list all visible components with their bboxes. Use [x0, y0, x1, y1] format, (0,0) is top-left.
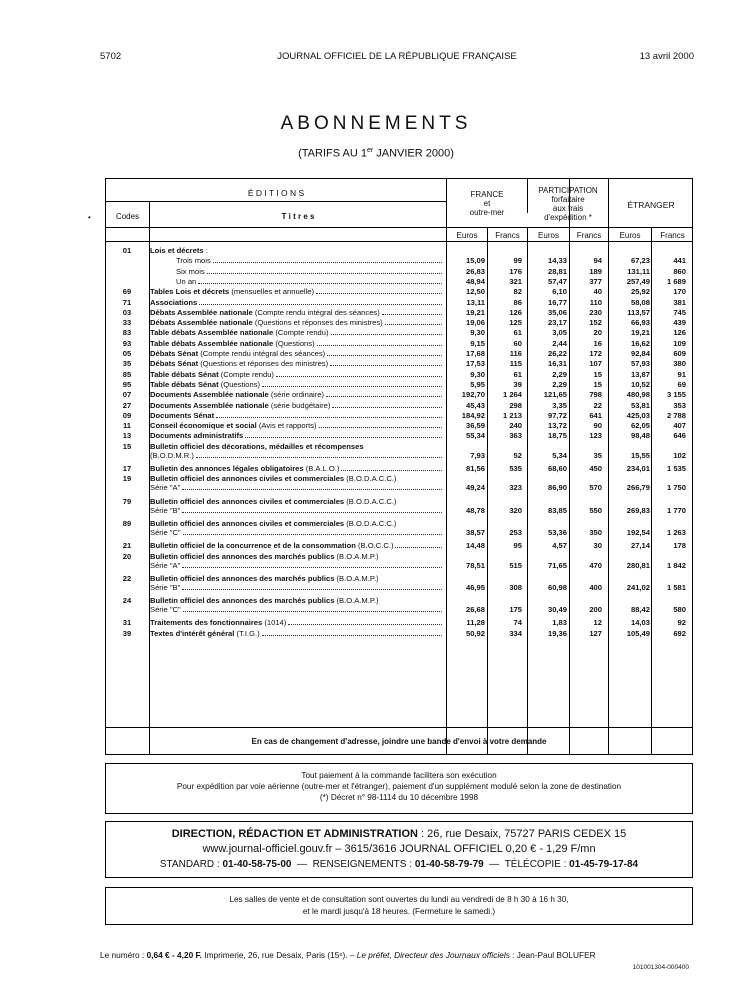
sales-line: Les salles de vente et de consultation sont ouvertes du lundi au vendredi de 8 h 30 à 16 h 30, [229, 895, 569, 904]
row-code: 83 [122, 328, 132, 338]
etranger-francs-header: Francs [660, 231, 685, 240]
row-code: 95 [122, 379, 132, 389]
row-value: 425,03 [626, 410, 650, 420]
row-value: 45,43 [465, 400, 485, 410]
row-value: 102 [673, 450, 686, 460]
row-value: 1 750 [666, 483, 686, 493]
row-title: Débats Assemblée nationale (Compte rendu intégral des séances) [150, 308, 444, 317]
row-value: 91 [677, 369, 686, 379]
row-title: Bulletin officiel des annonces des marchés publics (B.O.A.M.P.) Série "C" [150, 596, 444, 614]
row-value: 441 [673, 256, 686, 266]
row-value: 189 [589, 266, 602, 276]
row-code: 19 [122, 474, 132, 484]
payment-line: Pour expédition par voie aérienne (outre-mer et l'étranger), paiement d'un supplément modulé selon la zone de destination [176, 782, 622, 791]
row-value: 39 [513, 379, 522, 389]
row-value: 19,21 [630, 328, 650, 338]
row-value: 298 [509, 400, 522, 410]
row-value: 280,81 [626, 560, 650, 570]
row-code: 22 [122, 573, 132, 583]
row-value: 60 [513, 338, 522, 348]
row-code: 21 [122, 541, 132, 551]
row-value: 12 [593, 618, 602, 628]
row-value: 92,84 [630, 349, 650, 358]
row-value: 184,92 [461, 410, 485, 420]
row-value: 5,95 [470, 379, 485, 389]
row-code: 24 [122, 596, 132, 606]
row-value: 110 [589, 297, 602, 307]
row-value: 105,49 [626, 628, 650, 638]
row-value: 57,47 [547, 276, 567, 286]
row-value: 97,72 [547, 410, 567, 420]
row-value: 470 [589, 560, 602, 570]
row-value: 4,57 [552, 541, 567, 551]
row-code: 01 [122, 246, 132, 255]
row-value: 17,68 [465, 349, 485, 358]
row-value: 1 213 [502, 410, 522, 420]
row-title: Documents Sénat [150, 411, 444, 420]
row-title: Bulletin des annonces légales obligatoires (B.A.L.O.) [150, 464, 444, 473]
row-value: 353 [673, 400, 686, 410]
row-value: 641 [589, 410, 602, 420]
row-value: 20 [593, 328, 602, 338]
journal-title: JOURNAL OFFICIEL DE LA RÉPUBLIQUE FRANÇAISE [277, 51, 517, 62]
row-value: 61 [513, 369, 522, 379]
row-value: 48,78 [465, 505, 485, 515]
row-value: 95 [513, 541, 522, 551]
row-value: 11,28 [466, 618, 485, 628]
row-value: 28,81 [547, 266, 567, 276]
row-value: 57,93 [630, 359, 650, 369]
row-value: 13,87 [630, 369, 650, 379]
row-value: 692 [673, 628, 686, 638]
row-value: 16,31 [547, 359, 567, 369]
row-value: 1 842 [666, 560, 686, 570]
row-code: 33 [122, 318, 132, 328]
row-code: 07 [122, 390, 132, 400]
row-value: 2,29 [552, 379, 567, 389]
row-value: 123 [589, 431, 602, 441]
row-value: 175 [509, 605, 522, 615]
row-value: 40 [593, 287, 602, 297]
row-value: 400 [589, 582, 602, 592]
row-value: 5,34 [552, 450, 567, 460]
row-value: 1,83 [552, 618, 567, 628]
row-value: 126 [509, 307, 522, 317]
row-value: 27,14 [630, 541, 650, 551]
row-title: Table débats Assemblée nationale (Compte rendu) [150, 328, 444, 337]
row-value: 62,05 [630, 421, 650, 431]
row-value: 61 [513, 328, 522, 338]
row-value: 321 [509, 276, 522, 286]
row-value: 323 [509, 483, 522, 493]
sales-line: et le mardi jusqu'à 18 heures. (Fermeture le samedi.) [302, 907, 496, 916]
row-value: 116 [509, 349, 522, 358]
row-value: 1 263 [666, 527, 686, 537]
participation-header: PARTICIPATION forfaitaire aux frais d'expédition * [538, 186, 598, 222]
row-value: 30,49 [547, 605, 567, 615]
row-value: 58,08 [630, 297, 650, 307]
row-code: 69 [122, 287, 132, 297]
row-value: 113,57 [627, 307, 650, 317]
row-value: 30 [593, 541, 602, 551]
row-code: 31 [122, 618, 132, 628]
row-value: 12,50 [465, 287, 485, 297]
print-code: 101001304-000400 [632, 964, 689, 971]
row-value: 68,60 [547, 464, 567, 473]
row-title: Un an [150, 277, 444, 286]
page-title: ABONNEMENTS [280, 113, 472, 134]
row-value: 115 [509, 359, 522, 369]
row-value: 269,83 [626, 505, 650, 515]
row-title: Débats Sénat (Questions et réponses des ministres) [150, 359, 444, 368]
row-value: 121,65 [543, 390, 567, 400]
row-value: 90 [593, 421, 602, 431]
row-title: Débats Sénat (Compte rendu intégral des séances) [150, 349, 444, 358]
row-value: 200 [589, 605, 602, 615]
row-value: 83,85 [547, 505, 567, 515]
row-value: 82 [513, 287, 522, 297]
row-value: 125 [509, 318, 522, 328]
row-value: 1 689 [666, 276, 686, 286]
row-code: 09 [122, 410, 132, 420]
row-title: Lois et décrets : [150, 246, 208, 255]
row-value: 78,51 [465, 560, 485, 570]
row-code: 20 [122, 551, 132, 561]
website-line: www.journal-officiel.gouv.fr – 3615/3616 JOURNAL OFFICIEL 0,20 € - 1,29 F/mn [202, 843, 596, 855]
row-code: 13 [122, 431, 132, 441]
row-title: Six mois [150, 267, 444, 276]
row-title: Bulletin officiel des annonces civiles et commerciales (B.O.D.A.C.C.) Série "B" [150, 497, 444, 515]
row-value: 241,02 [626, 582, 650, 592]
row-title: Tables Lois et décrets (mensuelles et annuelle) [150, 287, 444, 296]
row-value: 253 [509, 527, 522, 537]
decree-note: (*) Décret n° 98-1114 du 10 décembre 1998 [319, 793, 479, 802]
row-value: 19,06 [465, 318, 485, 328]
row-title: Débats Assemblée nationale (Questions et réponses des ministres) [150, 318, 444, 327]
row-value: 66,93 [630, 318, 650, 328]
row-value: 257,49 [626, 276, 650, 286]
row-value: 38,57 [465, 527, 485, 537]
row-value: 2,29 [552, 369, 567, 379]
row-value: 550 [589, 505, 602, 515]
row-value: 53,36 [547, 527, 567, 537]
row-value: 52 [513, 450, 522, 460]
row-code: 79 [122, 496, 132, 506]
row-code: 15 [122, 441, 132, 451]
row-value: 16 [593, 338, 602, 348]
row-title: Traitements des fonctionnaires (1014) [150, 618, 444, 627]
row-title: Documents administratifs [150, 431, 444, 440]
row-title: Bulletin officiel de la concurrence et de la consommation (B.O.C.C.) [150, 541, 444, 550]
row-code: 85 [122, 369, 132, 379]
row-value: 19,36 [547, 628, 567, 638]
row-value: 13,11 [466, 297, 485, 307]
row-value: 86,90 [547, 483, 567, 493]
row-value: 570 [589, 483, 602, 493]
participation-francs-header: Francs [576, 231, 602, 240]
row-value: 363 [509, 431, 522, 441]
row-value: 152 [589, 318, 602, 328]
row-title: Table débats Assemblée nationale (Questions) [150, 339, 444, 348]
row-value: 1 581 [666, 582, 686, 592]
row-value: 60,98 [547, 582, 567, 592]
row-code: 05 [122, 349, 132, 358]
row-value: 450 [589, 464, 602, 473]
row-title: Bulletin officiel des annonces des marchés publics (B.O.A.M.P.) Série "A" [150, 552, 444, 570]
row-value: 580 [673, 605, 686, 615]
etranger-header: ÉTRANGER [627, 200, 675, 210]
row-value: 26,68 [465, 605, 485, 615]
row-title: Documents Assemblée nationale (série ordinaire) [150, 390, 444, 399]
row-value: 308 [509, 582, 522, 592]
row-value: 99 [513, 256, 522, 266]
direction-line: DIRECTION, RÉDACTION ET ADMINISTRATION : 26, rue Desaix, 75727 PARIS CEDEX 15 [171, 828, 627, 840]
row-value: 320 [509, 505, 522, 515]
france-euros-header: Euros [456, 231, 478, 240]
row-code: 03 [122, 307, 132, 317]
row-value: 535 [509, 464, 522, 473]
titres-header: T i t r e s [281, 212, 315, 221]
contact-line: STANDARD : 01-40-58-75-00 — RENSEIGNEMENTS : 01-40-58-79-79 — TÉLÉCOPIE : 01-45-79-17-84 [159, 859, 639, 870]
row-value: 380 [673, 359, 686, 369]
row-value: 6,10 [552, 287, 567, 297]
row-value: 53,81 [630, 400, 650, 410]
row-value: 14,33 [547, 256, 567, 266]
row-value: 3,35 [552, 400, 567, 410]
france-header: FRANCE et outre-mer [469, 190, 505, 217]
row-code: 93 [122, 338, 132, 348]
row-value: 1 770 [666, 505, 686, 515]
tariff-table [105, 178, 693, 755]
row-value: 1 264 [502, 390, 522, 400]
row-value: 126 [673, 328, 686, 338]
row-value: 48,94 [465, 276, 485, 286]
row-value: 9,30 [470, 369, 485, 379]
row-code: 17 [122, 464, 132, 473]
row-value: 15 [593, 379, 602, 389]
row-value: 240 [509, 421, 522, 431]
row-value: 798 [589, 390, 602, 400]
issue-date: 13 avril 2000 [639, 51, 694, 62]
row-value: 480,98 [626, 390, 650, 400]
participation-euros-header: Euros [538, 231, 559, 240]
row-value: 2,44 [552, 338, 567, 348]
row-value: 69 [677, 379, 686, 389]
row-value: 74 [513, 618, 522, 628]
france-francs-header: Francs [495, 231, 520, 240]
row-value: 71,65 [547, 560, 567, 570]
row-value: 860 [673, 266, 686, 276]
row-value: 176 [509, 266, 522, 276]
row-value: 22 [593, 400, 602, 410]
sales-box [105, 887, 693, 925]
row-value: 86 [513, 297, 522, 307]
row-value: 10,52 [630, 379, 650, 389]
row-value: 50,92 [465, 628, 485, 638]
page-footer: Le numéro : 0,64 € - 4,20 F. Imprimerie, 26, rue Desaix, Paris (15ᵉ). – Le préfet, Directeur des Journaux officiels : Jean-Paul BOLUFER [100, 950, 596, 960]
row-value: 1 535 [666, 464, 686, 473]
row-value: 16,77 [547, 297, 567, 307]
row-value: 234,01 [626, 464, 650, 473]
row-value: 515 [509, 560, 522, 570]
row-value: 23,17 [547, 318, 567, 328]
row-title: Bulletin officiel des annonces civiles et commerciales (B.O.D.A.C.C.) Série "A" [150, 474, 444, 492]
codes-header: Codes [115, 212, 140, 221]
row-title: Bulletin officiel des décorations, médailles et récompenses (B.O.D.M.R.) [150, 442, 444, 460]
row-value: 192,54 [626, 527, 650, 537]
row-value: 16,62 [630, 338, 650, 348]
row-title: Bulletin officiel des annonces des marchés publics (B.O.A.M.P.) Série "B" [150, 574, 444, 592]
row-value: 131,11 [627, 266, 650, 276]
row-value: 334 [509, 628, 522, 638]
etranger-euros-header: Euros [619, 231, 641, 240]
row-title: Conseil économique et social (Avis et rapports) [150, 421, 444, 430]
row-value: 3 155 [666, 390, 686, 400]
row-value: 439 [673, 318, 686, 328]
row-value: 381 [673, 297, 686, 307]
row-value: 98,48 [630, 431, 650, 441]
row-value: 49,24 [465, 483, 485, 493]
row-value: 9,15 [470, 338, 485, 348]
row-value: 377 [589, 276, 602, 286]
row-value: 407 [673, 421, 686, 431]
row-value: 192,70 [461, 390, 485, 400]
row-value: 19,21 [465, 307, 485, 317]
payment-line: Tout paiement à la commande facilitera son exécution [301, 771, 497, 780]
row-value: 7,93 [470, 450, 485, 460]
row-value: 46,95 [465, 582, 485, 592]
editions-header: É D I T I O N S [247, 188, 305, 198]
row-value: 127 [589, 628, 602, 638]
row-value: 13,72 [547, 421, 567, 431]
row-title: Textes d'intérêt général (T.I.G.) [150, 629, 444, 638]
row-value: 646 [673, 431, 686, 441]
row-value: 745 [673, 307, 686, 317]
row-value: 26,22 [547, 349, 567, 358]
row-code: 11 [122, 421, 132, 431]
row-value: 15,09 [465, 256, 485, 266]
row-value: 107 [589, 359, 602, 369]
page-number: 5702 [100, 51, 122, 62]
row-value: 15 [593, 369, 602, 379]
row-title: Associations [150, 298, 444, 307]
margin-mark: • [88, 213, 91, 222]
address-change-notice: En cas de changement d'adresse, joindre une bande d'envoi à votre demande [251, 737, 547, 746]
row-value: 17,53 [465, 359, 485, 369]
row-value: 2 788 [666, 410, 686, 420]
row-code: 71 [122, 297, 132, 307]
row-title: Bulletin officiel des annonces civiles et commerciales (B.O.D.A.C.C.) Série "C" [150, 519, 444, 537]
row-value: 109 [673, 338, 686, 348]
row-value: 9,30 [470, 328, 485, 338]
row-value: 14,03 [630, 618, 650, 628]
row-value: 14,48 [465, 541, 485, 551]
row-value: 94 [593, 256, 602, 266]
row-value: 35 [593, 450, 602, 460]
row-value: 609 [673, 349, 686, 358]
row-value: 35,06 [547, 307, 567, 317]
row-title: Table débats Sénat (Questions) [150, 380, 444, 389]
row-value: 350 [589, 527, 602, 537]
row-value: 55,34 [465, 431, 485, 441]
row-value: 178 [673, 541, 686, 551]
row-value: 170 [673, 287, 686, 297]
row-value: 15,55 [630, 450, 650, 460]
row-value: 172 [589, 349, 602, 358]
payment-box [105, 763, 693, 814]
row-value: 3,05 [552, 328, 567, 338]
row-value: 81,56 [465, 464, 485, 473]
row-value: 266,79 [626, 483, 650, 493]
row-value: 36,59 [465, 421, 485, 431]
row-code: 39 [122, 628, 132, 638]
row-code: 35 [122, 359, 132, 369]
row-code: 89 [122, 518, 132, 528]
direction-box [105, 821, 693, 878]
row-value: 92 [677, 618, 686, 628]
row-value: 67,23 [630, 256, 650, 266]
row-value: 230 [589, 307, 602, 317]
row-title: Trois mois [150, 256, 444, 265]
row-title: Documents Assemblée nationale (série budgétaire) [150, 401, 444, 410]
row-value: 25,92 [630, 287, 650, 297]
page-subtitle: (TARIFS AU 1er JANVIER 2000) [298, 147, 454, 160]
row-title: Table débats Sénat (Compte rendu) [150, 370, 444, 379]
row-value: 26,83 [465, 266, 485, 276]
row-value: 88,42 [630, 605, 650, 615]
row-value: 18,75 [547, 431, 567, 441]
row-code: 27 [122, 400, 132, 410]
